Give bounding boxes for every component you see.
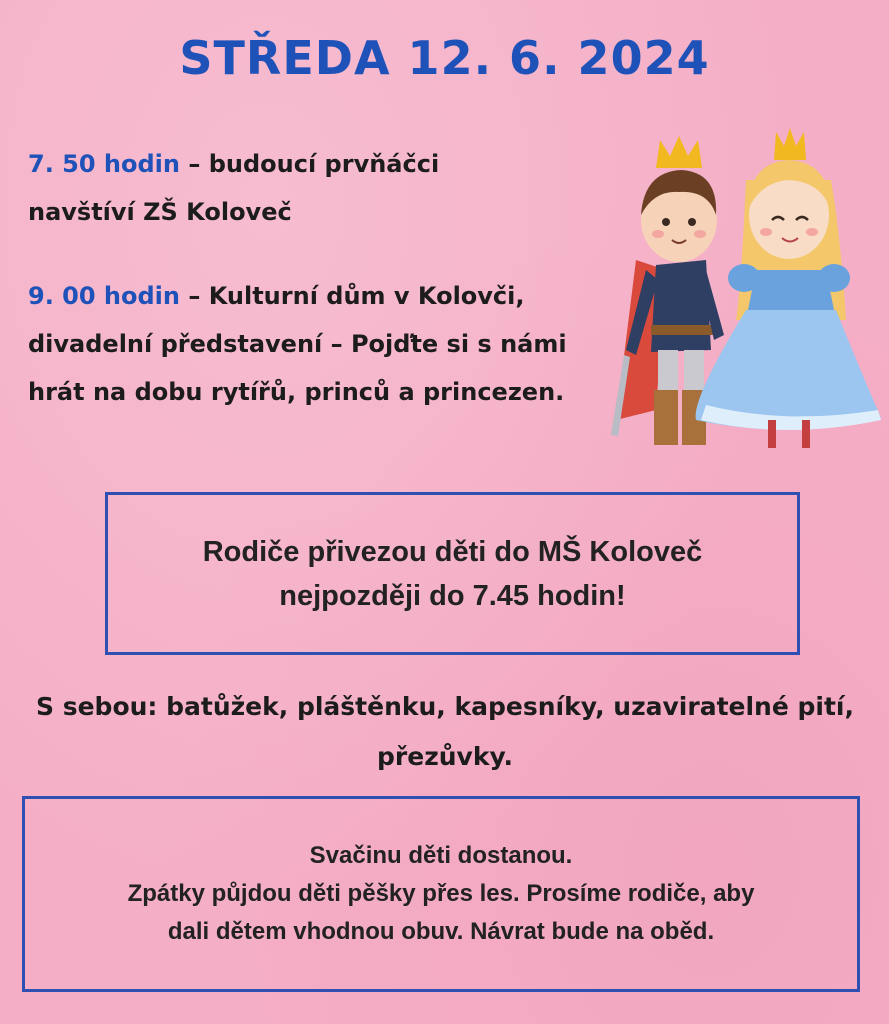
event-text: budoucí prvňáčci navštíví ZŠ Koloveč [28, 150, 440, 226]
event-time: 9. 00 hodin [28, 282, 180, 310]
prince-princess-illustration [596, 120, 886, 465]
snack-return-info [22, 796, 860, 992]
info-line: dali dětem vhodnou obuv. Návrat bude na oběd. [167, 918, 715, 945]
notice-line: Rodiče přivezou děti do MŠ Koloveč [202, 535, 703, 568]
notice-line: nejpozději do 7.45 hodin! [279, 579, 626, 612]
info-line: Zpátky půjdou děti pěšky přes les. Prosíme rodiče, aby [127, 880, 755, 907]
event-time: 7. 50 hodin [28, 150, 180, 178]
drop-off-notice [105, 492, 800, 655]
event-theatre [28, 272, 588, 416]
princess-figure [696, 128, 881, 448]
items-to-bring: S sebou: batůžek, pláštěnku, kapesníky, uzaviratelné pití, přezůvky. [36, 692, 854, 771]
event-first-graders [28, 140, 548, 236]
info-line: Svačinu děti dostanou. [309, 842, 573, 869]
event-separator: – [180, 150, 209, 178]
event-text: Kulturní dům v Kolovči, divadelní představení – Pojďte si s námi hrát na dobu rytířů, princů a princezen. [28, 282, 567, 406]
event-separator: – [180, 282, 209, 310]
page-title: STŘEDA 12. 6. 2024 [179, 31, 710, 85]
